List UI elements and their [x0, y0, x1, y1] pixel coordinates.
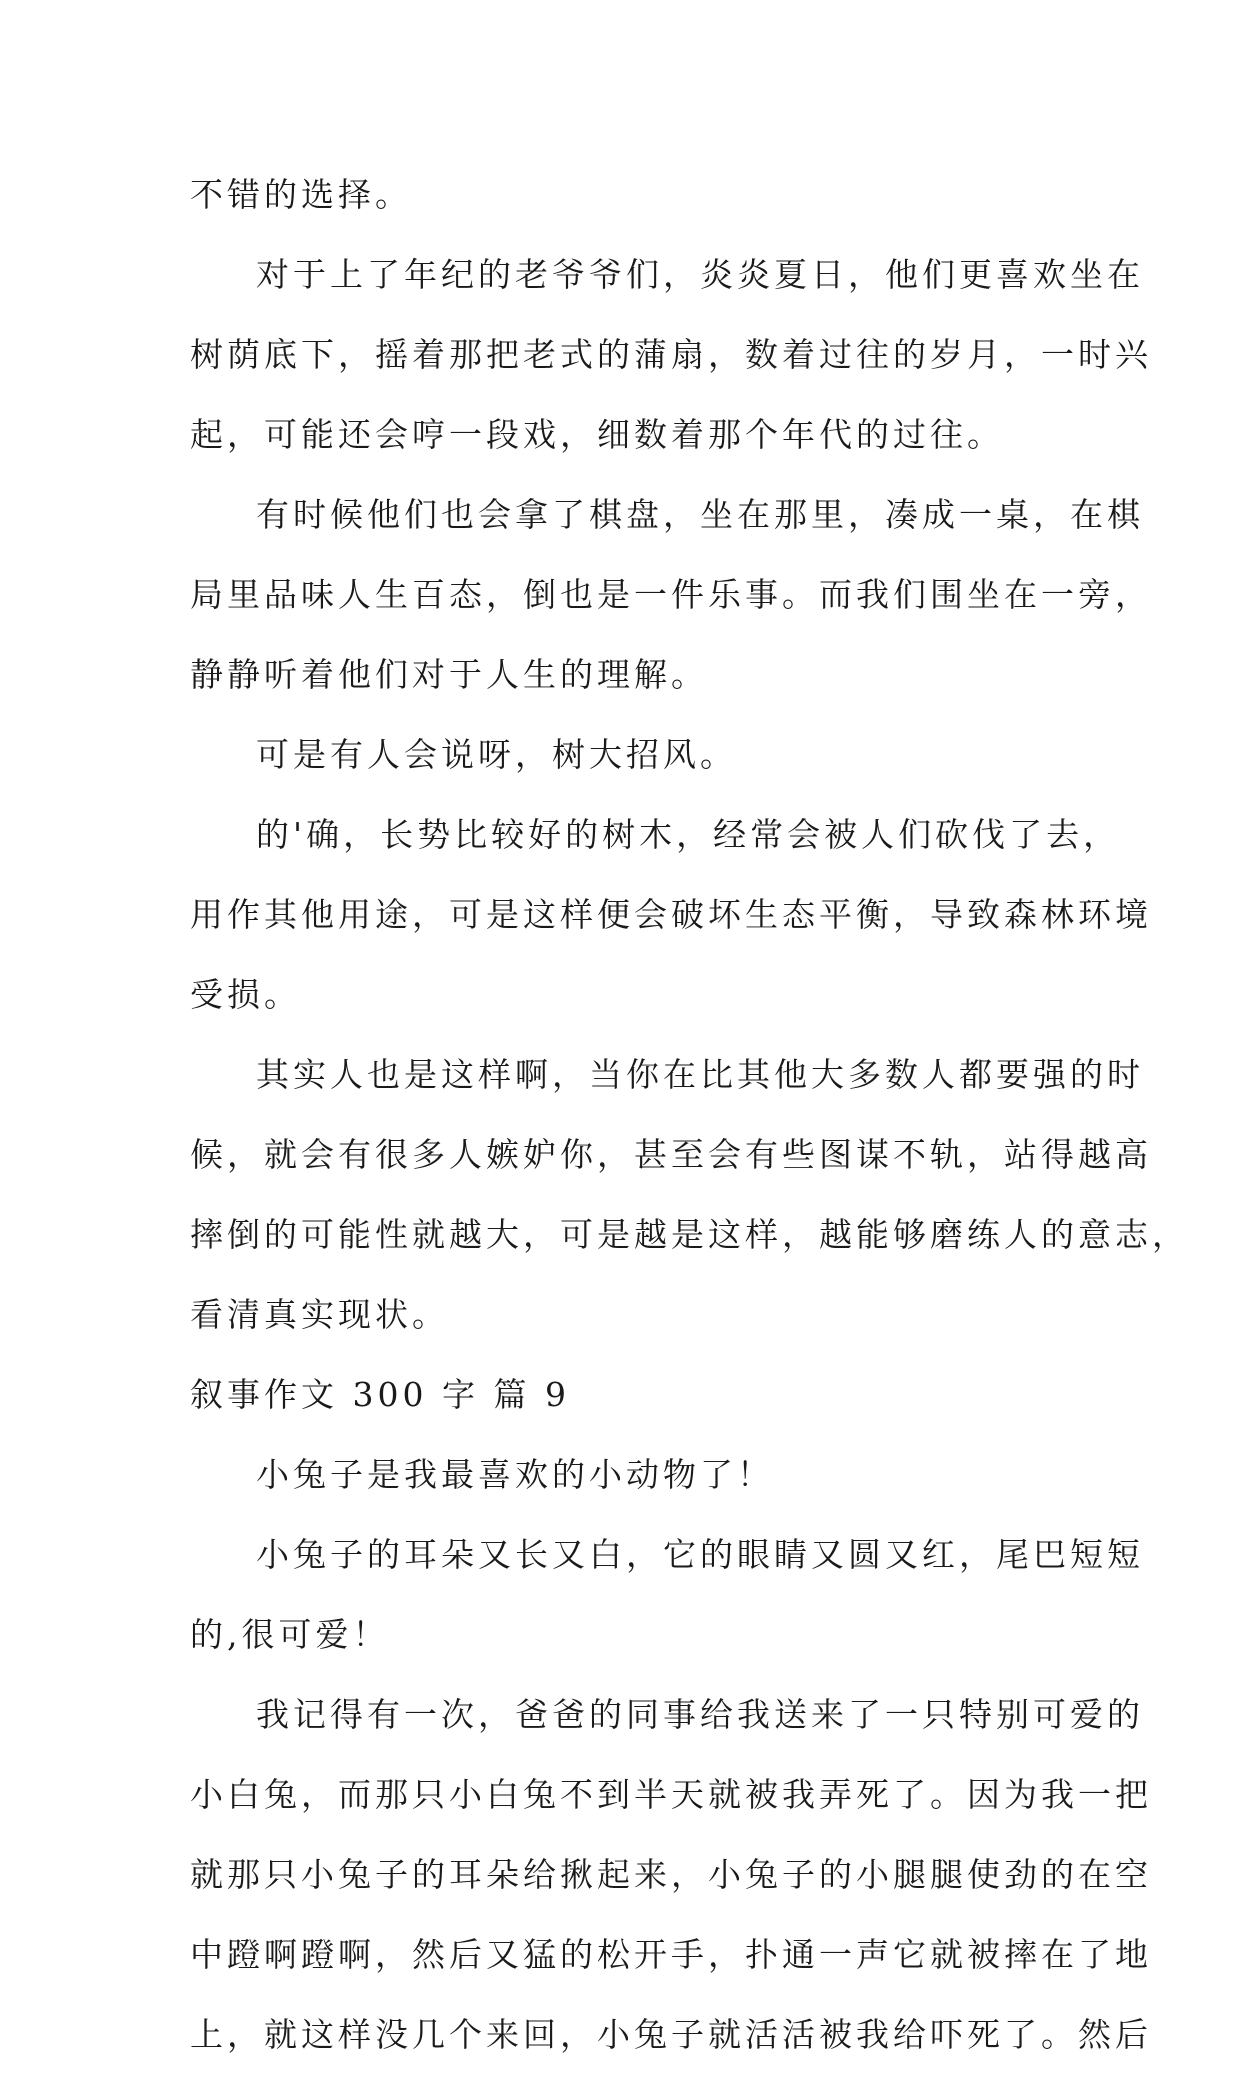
text-line: 摔倒的可能性就越大，可是越是这样，越能够磨练人的意志，	[190, 1215, 1189, 1254]
text-line: 小白兔，而那只小白兔不到半天就被我弄死了。因为我一把	[190, 1775, 1152, 1814]
text-line: 起，可能还会哼一段戏，细数着那个年代的过往。	[190, 415, 1004, 454]
text-line: 候，就会有很多人嫉妒你，甚至会有些图谋不轨，站得越高	[190, 1135, 1152, 1174]
document-body	[190, 155, 1189, 2075]
paragraph-start: 有时候他们也会拿了棋盘，坐在那里，凑成一桌，在棋	[256, 495, 1144, 534]
text-line: 看清真实现状。	[190, 1295, 449, 1334]
text-line: 不错的选择。	[190, 175, 412, 214]
text-line: 树荫底下，摇着那把老式的蒲扇，数着过往的岁月，一时兴	[190, 335, 1152, 374]
text-line: 受损。	[190, 975, 301, 1014]
paragraph-start: 的'确，长势比较好的树木，经常会被人们砍伐了去，	[256, 815, 1121, 854]
text-line: 中蹬啊蹬啊，然后又猛的松开手，扑通一声它就被摔在了地	[190, 1935, 1152, 1974]
paragraph-start: 我记得有一次，爸爸的同事给我送来了一只特别可爱的	[256, 1695, 1144, 1734]
text-line: 上，就这样没几个来回，小兔子就活活被我给吓死了。然后	[190, 2015, 1152, 2054]
paragraph-start: 小兔子的耳朵又长又白，它的眼睛又圆又红，尾巴短短	[256, 1535, 1144, 1574]
paragraph-start: 其实人也是这样啊，当你在比其他大多数人都要强的时	[256, 1055, 1144, 1094]
section-heading: 叙事作文 300 字 篇 9	[190, 1375, 570, 1414]
text-line: 就那只小兔子的耳朵给揪起来，小兔子的小腿腿使劲的在空	[190, 1855, 1152, 1894]
paragraph-start: 小兔子是我最喜欢的小动物了！	[256, 1455, 774, 1494]
text-line: 静静听着他们对于人生的理解。	[190, 655, 708, 694]
text-line: 局里品味人生百态，倒也是一件乐事。而我们围坐在一旁，	[190, 575, 1152, 614]
text-line: 的,很可爱！	[190, 1615, 390, 1654]
paragraph-start: 可是有人会说呀，树大招风。	[256, 735, 737, 774]
paragraph-start: 对于上了年纪的老爷爷们，炎炎夏日，他们更喜欢坐在	[256, 255, 1144, 294]
text-line: 用作其他用途，可是这样便会破坏生态平衡，导致森林环境	[190, 895, 1152, 934]
